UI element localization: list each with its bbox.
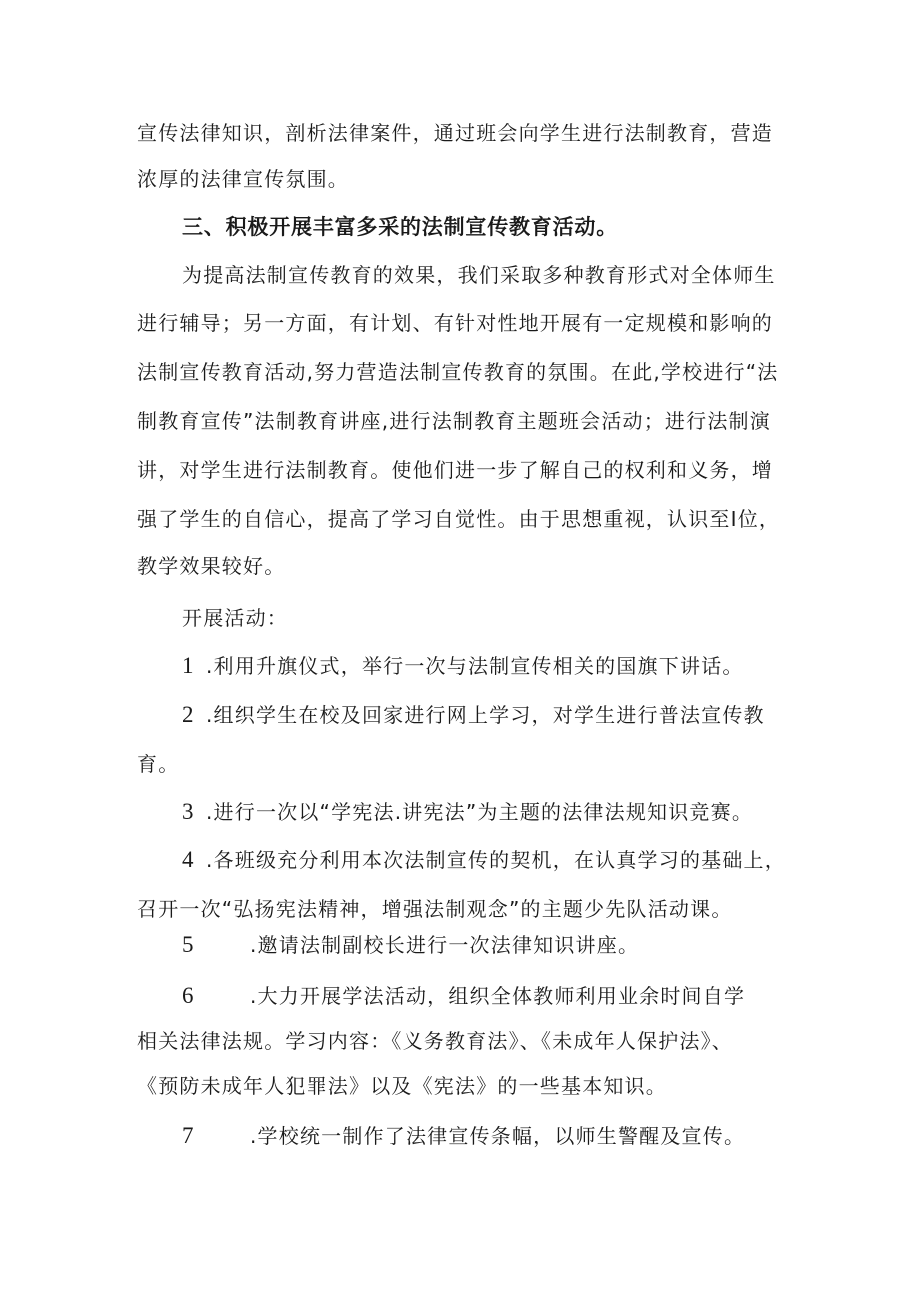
intro-line-2: 浓厚的法律宣传氛围。 [137, 167, 349, 191]
list-item [182, 797, 753, 827]
list-item [182, 981, 745, 1011]
item-number: 6 [182, 983, 195, 1008]
list-item [182, 930, 639, 960]
para-line-7: 教学效果较好。 [137, 554, 286, 578]
intro-line-1: 宣传法律知识，剖析法律案件，通过班会向学生进行法制教育，营造 [137, 121, 773, 145]
para-line-4: 制教育宣传”法制教育讲座,进行法制教育主题班会活动；进行法制演 [137, 409, 771, 433]
item-text: .邀请法制副校长进行一次法律知识讲座。 [250, 933, 640, 957]
item-continuation: 召开一次“弘扬宪法精神，增强法制观念”的主题少先队活动课。 [137, 897, 733, 921]
para-line-6: 强了学生的自信心，提高了学习自觉性。由于思想重视，认识至Ⅰ位， [137, 507, 781, 531]
para-line-1: 为提高法制宣传教育的效果，我们采取多种教育形式对全体师生 [182, 263, 776, 287]
item-text: .组织学生在校及回家进行网上学习，对学生进行普法宣传教 [206, 703, 765, 727]
item-continuation: 育。 [137, 752, 180, 776]
item-text: .各班级充分利用本次法制宣传的契机，在认真学习的基础上， [206, 848, 786, 872]
para-line-5: 讲，对学生进行法制教育。使他们进一步了解自己的权利和义务，增 [137, 458, 773, 482]
list-item [182, 651, 744, 681]
item-number: 3 [182, 799, 195, 824]
item-text: .学校统一制作了法律宣传条幅，以师生警醒及宣传。 [250, 1124, 746, 1148]
item-number: 2 [182, 702, 195, 727]
item-number: 5 [182, 932, 195, 957]
section-heading: 三、积极开展丰富多采的法制宣传教育活动。 [182, 215, 618, 239]
item-text: .进行一次以“学宪法.讲宪法”为主题的法律法规知识竞赛。 [206, 800, 754, 824]
item-number: 4 [182, 847, 195, 872]
item-text: .利用升旗仪式，举行一次与法制宣传相关的国旗下讲话。 [206, 654, 744, 678]
list-item [182, 1121, 745, 1151]
para-line-3: 法制宣传教育活动,努力营造法制宣传教育的氛围。在此,学校进行“法 [137, 360, 779, 384]
item-continuation: 相关法律法规。学习内容：《义务教育法》、《未成年人保护法》、 [137, 1029, 733, 1053]
item-continuation: 《预防未成年人犯罪法》以及《宪法》的一些基本知识。 [137, 1074, 667, 1098]
list-item [182, 700, 765, 730]
item-text: .大力开展学法活动，组织全体教师利用业余时间自学 [250, 984, 746, 1008]
para-line-2: 进行辅导；另一方面，有计划、有针对性地开展有一定规模和影响的 [137, 311, 773, 335]
item-number: 1 [182, 653, 195, 678]
item-number: 7 [182, 1123, 195, 1148]
activities-label: 开展活动： [182, 606, 288, 630]
list-item [182, 845, 786, 875]
